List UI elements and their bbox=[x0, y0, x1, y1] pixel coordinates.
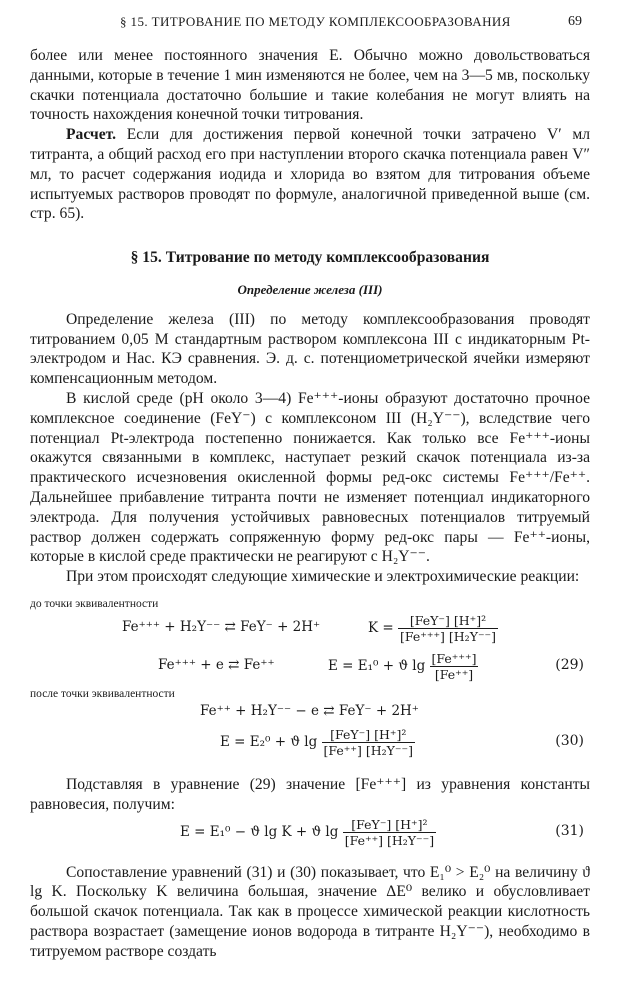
equation-29-expression bbox=[328, 651, 478, 682]
equation-31-expression bbox=[180, 817, 436, 848]
paragraph-7: Сопоставление уравнений (31) и (30) показывает, что E₁⁰ > E₂⁰ на величину ϑ lg K. Поскольку K величина большая, значение ΔE⁰ велико и обусловливает большой скачок потенциала. Так как в процессе химической реакции кислотность раствора возрастает (замещение ионов водорода в титранте H₂Y⁻⁻), необходимо в титруемом растворе создать bbox=[30, 863, 590, 960]
equation-number-29: (29) bbox=[555, 656, 584, 673]
equation-reaction-after bbox=[30, 701, 590, 725]
eq29-denominator: [Fe⁺⁺] bbox=[434, 666, 474, 682]
page-number: 69 bbox=[568, 14, 582, 29]
equation-reaction-3: Fe⁺⁺ + H₂Y⁻⁻ − e ⇄ FeY⁻ + 2H⁺ bbox=[200, 702, 419, 719]
section-title: § 15. Титрование по методу комплексообразования bbox=[130, 249, 490, 267]
eq30-fraction bbox=[322, 727, 415, 758]
eq31-numerator: [FeY⁻] [H⁺]² bbox=[343, 817, 436, 833]
equation-number-30: (30) bbox=[555, 732, 584, 749]
k-denominator: [Fe⁺⁺⁺] [H₂Y⁻⁻] bbox=[400, 628, 497, 644]
k-fraction bbox=[398, 613, 498, 644]
eq29-fraction bbox=[430, 651, 479, 682]
eq30-lhs: E = E₂⁰ + ϑ lg bbox=[220, 733, 318, 750]
eq31-fraction bbox=[343, 817, 436, 848]
subsection-title: Определение железа (III) bbox=[237, 281, 383, 297]
equation-reaction-2: Fe⁺⁺⁺ + e ⇄ Fe⁺⁺ bbox=[158, 656, 275, 673]
paragraph-2 bbox=[30, 125, 590, 224]
k-numerator: [FeY⁻] [H⁺]² bbox=[398, 613, 498, 629]
equation-31 bbox=[30, 815, 590, 853]
running-title: § 15. ТИТРОВАНИЕ ПО МЕТОДУ КОМПЛЕКСООБРАЗОВАНИЯ bbox=[120, 14, 511, 29]
running-header bbox=[30, 14, 594, 36]
equation-30 bbox=[30, 725, 590, 763]
eq30-denominator: [Fe⁺⁺] [H₂Y⁻⁻] bbox=[323, 742, 413, 758]
eq31-denominator: [Fe⁺⁺] [H₂Y⁻⁻] bbox=[344, 832, 435, 848]
paragraph-2-text: Если для достижения первой конечной точки затрачено V′ мл титранта, а общий расход его при наступлении второго скачка потенциала равен V″ мл, то расчет содержания иодида и хлорида во взятом для титрования объеме испытуемых растворов проводят по формуле, аналогичной приведенной выше (см. стр. 65). bbox=[30, 126, 590, 223]
equation-reaction-1: Fe⁺⁺⁺ + H₂Y⁻⁻ ⇄ FeY⁻ + 2H⁺ bbox=[122, 618, 321, 635]
paragraph-3: Определение железа (III) по методу комплексообразования проводят титрованием 0,05 M стандартным раствором комплексона III с индикаторным Pt-электродом и Нас. КЭ сравнения. Э. д. с. потенциометрической ячейки измеряют компенсационным методом. bbox=[30, 310, 590, 388]
page-body bbox=[30, 46, 590, 962]
eq31-lhs: E = E₁⁰ − ϑ lg K + ϑ lg bbox=[180, 823, 339, 840]
equation-29 bbox=[30, 649, 590, 687]
eq29-numerator: [Fe⁺⁺⁺] bbox=[431, 650, 477, 666]
equation-equilibrium bbox=[30, 611, 590, 649]
equation-30-expression bbox=[220, 727, 415, 758]
paragraph-1: более или менее постоянного значения E. Обычно можно довольствоваться данными, которые в течение 1 мин изменяются не более, чем на 3—5 мв, поскольку скачки потенциала достаточно большие и такие колебания не могут влиять на точность нахождения конечной точки титрования. bbox=[30, 47, 590, 124]
paragraph-6: Подставляя в уравнение (29) значение [Fe⁺⁺⁺] из уравнения константы равновесия, получим: bbox=[30, 775, 590, 813]
label-before-equivalence: до точки эквивалентности bbox=[30, 597, 159, 610]
eq30-numerator: [FeY⁻] [H⁺]² bbox=[322, 727, 415, 743]
equation-k-expression bbox=[368, 613, 498, 644]
paragraph-5: При этом происходят следующие химические и электрохимические реакции: bbox=[66, 568, 580, 586]
k-lhs: K = bbox=[368, 619, 394, 636]
label-after-equivalence: после точки эквивалентности bbox=[30, 687, 175, 700]
paragraph-2-lead: Расчет. bbox=[66, 126, 117, 144]
paragraph-4: В кислой среде (pH около 3—4) Fe⁺⁺⁺-ионы образуют достаточно прочное комплексное соединение (FeY⁻) с комплексоном III (H₂Y⁻⁻), вследствие чего потенциал Pt-электрода постепенно понижается. Как только все Fe⁺⁺⁺-ионы окажутся связанными в комплекс, наступает резкий скачок потенциала из-за практического исчезновения окисленной формы ред-окс системы Fe⁺⁺⁺/Fe⁺⁺. Дальнейшее прибавление титранта почти не изменяет потенциал индикаторного электрода. Для получения устойчивых равновесных потенциалов титруемый раствор должен содержать сопряженную форму ред-окс пары — Fe⁺⁺-ионы, которые в кислой среде практически не реагируют с H₂Y⁻⁻. bbox=[30, 389, 590, 566]
equation-number-31: (31) bbox=[555, 822, 584, 839]
eq29-lhs: E = E₁⁰ + ϑ lg bbox=[328, 657, 426, 674]
